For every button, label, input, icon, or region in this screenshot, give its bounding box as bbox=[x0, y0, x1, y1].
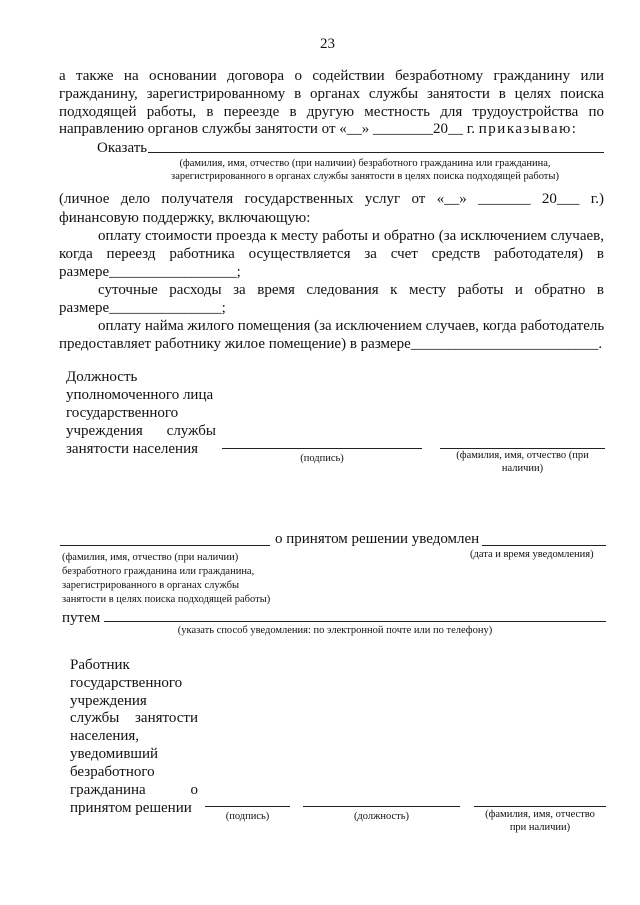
page-number: 23 bbox=[320, 36, 335, 52]
method-line bbox=[104, 621, 606, 622]
worker-signature-caption: (подпись) bbox=[225, 811, 270, 822]
housing-line-2: предоставляет работнику жилое помещение) в размере_________________________. bbox=[59, 336, 603, 352]
notified-caption-1: (фамилия, имя, отчество (при наличии) bbox=[62, 552, 239, 563]
worker-position-line bbox=[303, 806, 460, 807]
worker-name-line bbox=[474, 806, 606, 807]
worker-line-5: населения, bbox=[70, 728, 140, 744]
worker-line-2: государственного bbox=[70, 675, 183, 691]
official-signature-caption: (подпись) bbox=[300, 453, 344, 464]
order-line-4 bbox=[59, 120, 577, 138]
notified-name-line bbox=[60, 545, 270, 546]
official-signature-line bbox=[222, 448, 422, 449]
notification-date-line bbox=[482, 545, 606, 546]
order-keyword: приказываю: bbox=[478, 121, 578, 137]
official-name-caption-1: (фамилия, имя, отчество (при bbox=[456, 450, 589, 461]
official-position-4: учреждения службы bbox=[66, 423, 216, 439]
worker-line-9: принятом решении bbox=[70, 800, 192, 816]
official-position-2: уполномоченного лица bbox=[66, 387, 214, 403]
official-position-3: государственного bbox=[66, 405, 179, 421]
worker-position-caption: (должность) bbox=[353, 811, 410, 822]
notified-caption-3: зарегистрированного в органах службы bbox=[62, 580, 240, 591]
travel-line-1: оплату стоимости проезда к месту работы и обратно (за исключением случаев, bbox=[98, 228, 604, 244]
worker-line-7: безработного bbox=[70, 764, 155, 780]
support-line: финансовую поддержку, включающую: bbox=[59, 210, 311, 226]
worker-name-caption-1: (фамилия, имя, отчество bbox=[485, 809, 595, 820]
notified-text: о принятом решении уведомлен bbox=[275, 531, 480, 547]
worker-line-8: гражданина о bbox=[70, 782, 198, 798]
daily-line-1: суточные расходы за время следования к месту работы и обратно в bbox=[98, 282, 604, 298]
recipient-caption-2: зарегистрированного в органах службы занятости в целях поиска подходящей работы) bbox=[171, 171, 559, 182]
notified-caption-4: занятости в целях поиска подходящей работы) bbox=[62, 594, 271, 605]
order-line-2: гражданину, зарегистрированному в органах службы занятости в целях поиска bbox=[59, 86, 604, 102]
travel-line-3: размере_________________; bbox=[59, 264, 241, 280]
housing-line-1: оплату найма жилого помещения (за исключением случаев, когда работодатель bbox=[98, 318, 605, 334]
daily-line-2: размере_______________; bbox=[59, 300, 226, 316]
official-position-5: занятости населения bbox=[66, 441, 199, 457]
worker-signature-line bbox=[205, 806, 290, 807]
official-position-1: Должность bbox=[66, 369, 138, 385]
worker-line-1: Работник bbox=[70, 657, 130, 673]
order-date-text: направлению органов службы занятости от «__» ________20__ г. bbox=[59, 121, 476, 137]
recipient-caption-1: (фамилия, имя, отчество (при наличии) безработного гражданина или гражданина, bbox=[179, 158, 551, 169]
worker-name-caption-2: при наличии) bbox=[509, 822, 571, 833]
notified-caption-2: безработного гражданина или гражданина, bbox=[62, 566, 255, 577]
order-line-3: подходящей работы, в переезде в другую местность для трудоустройства по bbox=[59, 104, 604, 120]
worker-line-6: уведомивший bbox=[70, 746, 159, 762]
official-name-caption-2: наличии) bbox=[501, 463, 544, 474]
recipient-name-line bbox=[148, 152, 604, 153]
order-line-1: а также на основании договора о содействии безработному гражданину или bbox=[59, 68, 604, 84]
method-caption: (указать способ уведомления: по электронной почте или по телефону) bbox=[177, 625, 493, 636]
render-label: Оказать bbox=[97, 140, 148, 156]
case-line: (личное дело получателя государственных услуг от «__» _______ 20___ г.) bbox=[59, 191, 604, 207]
worker-line-4: службы занятости bbox=[70, 710, 198, 726]
method-label: путем bbox=[62, 610, 101, 626]
worker-line-3: учреждения bbox=[70, 693, 147, 709]
travel-line-2: когда переезд работника осуществляется за счет средств работодателя) в bbox=[59, 246, 604, 262]
notification-date-caption: (дата и время уведомления) bbox=[470, 549, 594, 560]
